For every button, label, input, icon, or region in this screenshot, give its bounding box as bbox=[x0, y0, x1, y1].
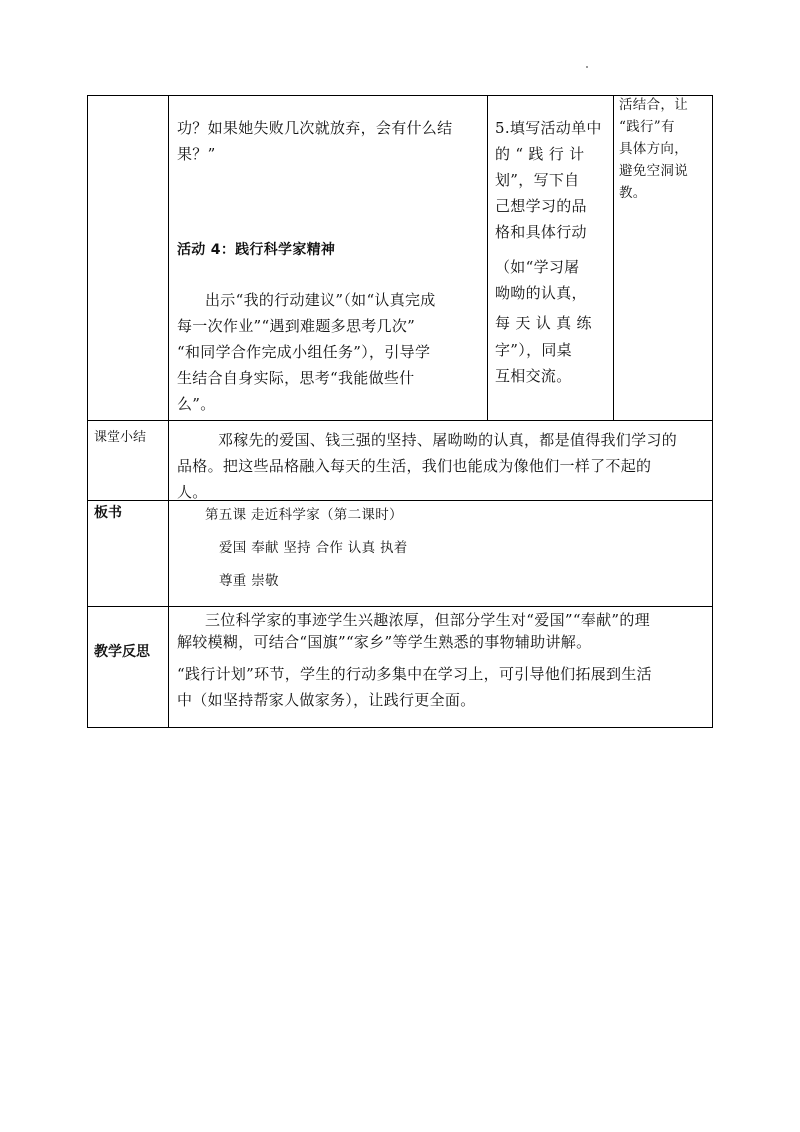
student-text-line: 己想学习的品 bbox=[495, 197, 587, 215]
intent-text-line: 具体方向， bbox=[619, 141, 688, 157]
teacher-text-line: 出示“我的行动建议”（如“认真完成 bbox=[205, 291, 436, 309]
activity-title: 活动 4：践行科学家精神 bbox=[177, 242, 336, 258]
summary-text-line: 邓稼先的爱国、钱三强的坚持、屠呦呦的认真，都是值得我们学习的 bbox=[218, 431, 678, 449]
teacher-text-line: 每一次作业”“遇到难题多思考几次” bbox=[177, 317, 416, 335]
reflection-text-line: 解较模糊，可结合“国旗”“家乡”等学生熟悉的事物辅助讲解。 bbox=[177, 633, 592, 651]
teacher-text-line: 果？” bbox=[177, 145, 216, 163]
corner-dot bbox=[586, 66, 588, 68]
board-keywords: 爱国 奉献 坚持 合作 认真 执着 bbox=[219, 540, 408, 556]
intent-text-line: “践行”有 bbox=[619, 119, 675, 135]
reflection-label: 教学反思 bbox=[94, 644, 150, 660]
student-text-line: 每 天 认 真 练 bbox=[495, 314, 592, 332]
student-text-line: （如“学习屠 bbox=[495, 258, 580, 276]
summary-text-line: 品格。把这些品格融入每天的生活，我们也能成为像他们一样了不起的 bbox=[177, 457, 652, 475]
student-text-line: 互相交流。 bbox=[495, 367, 572, 385]
board-keywords: 尊重 崇敬 bbox=[219, 573, 279, 589]
teacher-text-line: “和同学合作完成小组任务”），引导学 bbox=[177, 343, 431, 361]
teacher-text-line: 么”。 bbox=[177, 395, 216, 413]
student-text-line: 字”），同桌 bbox=[495, 341, 572, 359]
reflection-text-line: “践行计划”环节，学生的行动多集中在学习上，可引导他们拓展到生活 bbox=[177, 665, 652, 683]
reflection-text-line: 三位科学家的事迹学生兴趣浓厚，但部分学生对“爱国”“奉献”的理 bbox=[205, 611, 650, 629]
summary-label: 课堂小结 bbox=[94, 430, 147, 445]
teacher-text-line: 功？如果她失败几次就放弃，会有什么结 bbox=[177, 119, 453, 137]
summary-text-line: 人。 bbox=[177, 483, 208, 501]
reflection-text-line: 中（如坚持帮家人做家务），让践行更全面。 bbox=[177, 691, 476, 709]
intent-text-line: 避免空洞说 bbox=[619, 163, 688, 179]
student-text-line: 格和具体行动 bbox=[495, 223, 587, 241]
table-border-bottom bbox=[87, 727, 713, 728]
table-border-left bbox=[87, 95, 88, 728]
student-text-line: 5.填写活动单中 bbox=[495, 119, 602, 137]
intent-text-line: 活结合，让 bbox=[619, 97, 688, 113]
intent-text-line: 教。 bbox=[619, 185, 647, 201]
student-text-line: 呦呦的认真， bbox=[495, 284, 587, 302]
label-column-divider bbox=[168, 95, 169, 728]
row-divider-activity bbox=[87, 420, 713, 421]
board-title: 第五课 走近科学家（第二课时） bbox=[205, 507, 403, 523]
student-text-line: 划”，写下自 bbox=[495, 171, 580, 189]
board-label: 板书 bbox=[94, 505, 122, 521]
student-column-divider bbox=[487, 95, 488, 420]
teacher-text-line: 生结合自身实际，思考“我能做些什 bbox=[177, 369, 415, 387]
student-text-line: 的 “ 践 行 计 bbox=[495, 145, 585, 163]
table-border-right bbox=[712, 95, 713, 728]
intent-column-divider bbox=[613, 95, 614, 420]
lesson-plan-table bbox=[87, 95, 713, 728]
